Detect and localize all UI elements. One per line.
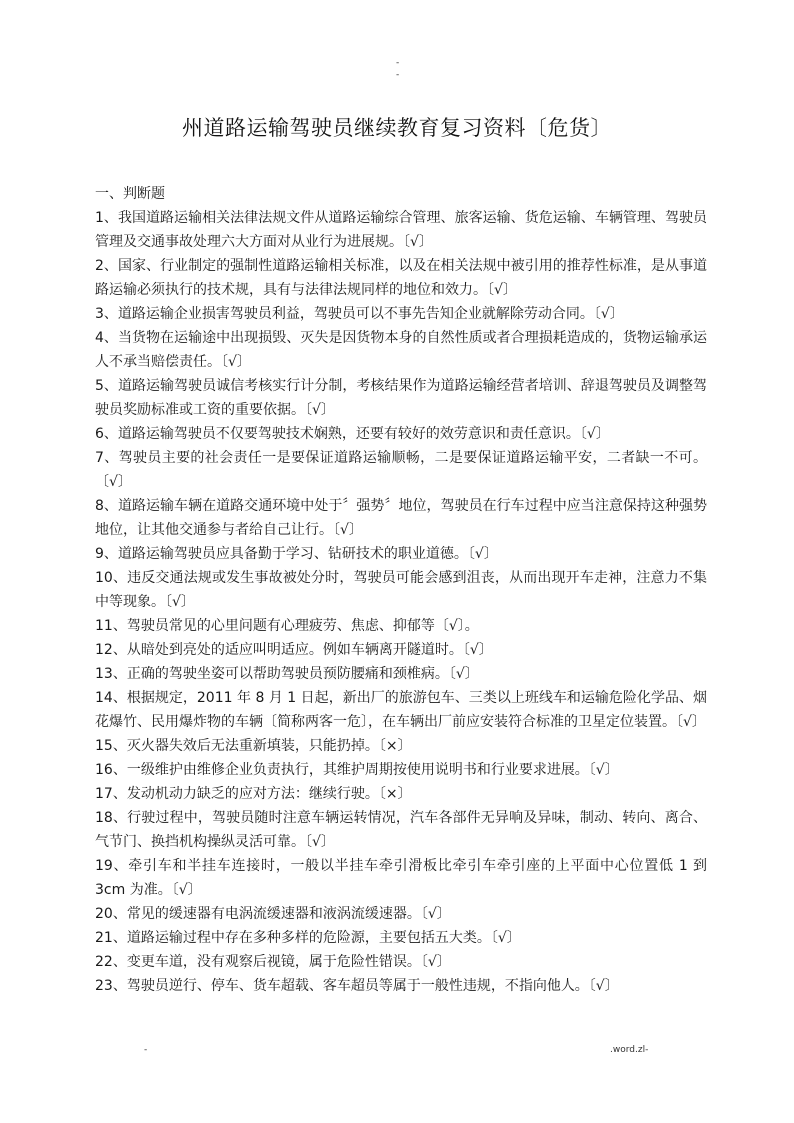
question-item: 2、国家、行业制定的强制性道路运输相关标准，以及在相关法规中被引用的推荐性标准，是从事道路运输必须执行的技术规，具有与法律法规同样的地位和效力。〔√〕 bbox=[95, 258, 707, 298]
document-title: 州道路运输驾驶员继续教育复习资料〔危货〕 bbox=[182, 116, 612, 140]
question-item: 20、常见的缓速器有电涡流缓速器和液涡流缓速器。〔√〕 bbox=[95, 906, 451, 922]
question-item: 6、道路运输驾驶员不仅要驾驶技术娴熟，还要有较好的效劳意识和责任意识。〔√〕 bbox=[95, 426, 610, 442]
question-item: 16、一级维护由维修企业负责执行，其维护周期按使用说明书和行业要求进展。〔√〕 bbox=[95, 762, 619, 778]
footer-right-mark: .word.zl- bbox=[610, 1045, 649, 1055]
question-item: 18、行驶过程中，驾驶员随时注意车辆运转情况，汽车各部件无异响及异味，制动、转向、离合、气节门、换挡机构操纵灵活可靠。〔√〕 bbox=[95, 810, 707, 850]
document-body bbox=[95, 182, 707, 998]
footer-left-mark: - bbox=[144, 1045, 148, 1055]
header-mark-top: - bbox=[396, 58, 400, 68]
question-item: 11、驾驶员常见的心里问题有心理疲劳、焦虑、抑郁等〔√〕。 bbox=[95, 618, 479, 634]
question-item: 22、变更车道，没有观察后视镜，属于危险性错误。〔√〕 bbox=[95, 954, 451, 970]
question-item: 12、从暗处到亮处的适应叫明适应。例如车辆离开隧道时。〔√〕 bbox=[95, 642, 493, 658]
question-item: 10、违反交通法规或发生事故被处分时，驾驶员可能会感到沮丧，从而出现开车走神，注意力不集中等现象。〔√〕 bbox=[95, 570, 707, 610]
question-item: 13、正确的驾驶坐姿可以帮助驾驶员预防腰痛和颈椎病。〔√〕 bbox=[95, 666, 479, 682]
question-item: 8、道路运输车辆在道路交通环境中处于〞强势〞地位，驾驶员在行车过程中应当注意保持这种强势地位，让其他交通参与者给自己让行。〔√〕 bbox=[95, 498, 707, 538]
header-mark-bottom: - bbox=[396, 70, 400, 80]
question-item: 14、根据规定，2011 年 8 月 1 日起，新出厂的旅游包车、三类以上班线车和运输危险化学品、烟花爆竹、民用爆炸物的车辆〔简称两客一危〕，在车辆出厂前应安装符合标准的卫星定位装置。〔√〕 bbox=[95, 690, 707, 730]
question-item: 5、道路运输驾驶员诚信考核实行计分制，考核结果作为道路运输经营者培训、辞退驾驶员及调整驾驶员奖励标准或工资的重要依据。〔√〕 bbox=[95, 378, 707, 418]
question-item: 17、发动机动力缺乏的应对方法：继续行驶。〔×〕 bbox=[95, 786, 412, 802]
question-item: 7、驾驶员主要的社会责任一是要保证道路运输顺畅，二是要保证道路运输平安，二者缺一不可。〔√〕 bbox=[95, 450, 707, 490]
question-item: 4、当货物在运输途中出现损毁、灭失是因货物本身的自然性质或者合理损耗造成的，货物运输承运人不承当赔偿责任。〔√〕 bbox=[95, 330, 707, 370]
section-heading: 一、判断题 bbox=[95, 186, 165, 202]
question-item: 1、我国道路运输相关法律法规文件从道路运输综合管理、旅客运输、货危运输、车辆管理、驾驶员管理及交通事故处理六大方面对从业行为进展规。〔√〕 bbox=[95, 210, 707, 250]
question-item: 23、驾驶员逆行、停车、货车超载、客车超员等属于一般性违规，不指向他人。〔√〕 bbox=[95, 978, 619, 994]
question-item: 19、牵引车和半挂车连接时，一般以半挂车牵引滑板比牵引车牵引座的上平面中心位置低 1 到 3cm 为准。〔√〕 bbox=[95, 858, 707, 898]
question-item: 15、灭火器失效后无法重新填装，只能扔掉。〔×〕 bbox=[95, 738, 412, 754]
question-item: 3、道路运输企业损害驾驶员利益，驾驶员可以不事先告知企业就解除劳动合同。〔√〕 bbox=[95, 306, 624, 322]
question-item: 9、道路运输驾驶员应具备勤于学习、钻研技术的职业道德。〔√〕 bbox=[95, 546, 498, 562]
question-item: 21、道路运输过程中存在多种多样的危险源，主要包括五大类。〔√〕 bbox=[95, 930, 521, 946]
